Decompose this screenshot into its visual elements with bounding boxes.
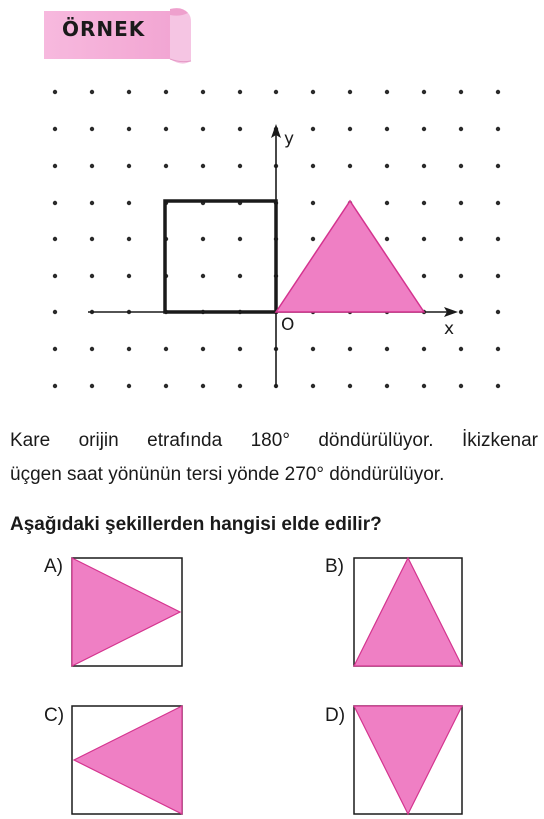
grid-dot bbox=[201, 164, 205, 168]
question-line-1: Kare orijin etrafında 180° döndürülüyor. İkizkenar bbox=[10, 430, 538, 451]
grid-dot bbox=[348, 90, 352, 94]
coordinate-figure bbox=[0, 0, 544, 400]
square-shape bbox=[165, 201, 276, 312]
option-a-label[interactable]: A) bbox=[44, 556, 63, 577]
grid-dot bbox=[422, 164, 426, 168]
grid-dot bbox=[459, 310, 463, 314]
grid-dot bbox=[422, 274, 426, 278]
option-c-label[interactable]: C) bbox=[44, 705, 65, 726]
grid-dot bbox=[348, 347, 352, 351]
grid-dot bbox=[127, 90, 131, 94]
option-a-figure[interactable] bbox=[70, 556, 184, 668]
isosceles-triangle-shape bbox=[276, 201, 424, 312]
grid-dot bbox=[90, 164, 94, 168]
grid-dot bbox=[90, 201, 94, 205]
grid-dot bbox=[311, 384, 315, 388]
grid-dot bbox=[385, 347, 389, 351]
grid-dot bbox=[459, 384, 463, 388]
grid-dot bbox=[238, 347, 242, 351]
grid-dot bbox=[422, 201, 426, 205]
grid-dot bbox=[127, 384, 131, 388]
grid-dot bbox=[385, 237, 389, 241]
grid-dot bbox=[53, 237, 57, 241]
grid-dot bbox=[311, 90, 315, 94]
question-prompt: Aşağıdaki şekillerden hangisi elde edilir? bbox=[10, 514, 382, 535]
grid-dot bbox=[422, 127, 426, 131]
grid-dot bbox=[90, 237, 94, 241]
grid-dot bbox=[53, 384, 57, 388]
grid-dot bbox=[238, 164, 242, 168]
grid-dot bbox=[127, 201, 131, 205]
option-c-figure[interactable] bbox=[70, 704, 184, 816]
grid-dot bbox=[201, 274, 205, 278]
grid-dot bbox=[90, 384, 94, 388]
grid-dot bbox=[459, 237, 463, 241]
grid-dot bbox=[496, 90, 500, 94]
grid-dot bbox=[238, 127, 242, 131]
y-axis-label: y bbox=[284, 129, 295, 149]
grid-dot bbox=[422, 384, 426, 388]
option-b-figure[interactable] bbox=[352, 556, 464, 668]
option-d-figure[interactable] bbox=[352, 704, 464, 816]
grid-dot bbox=[496, 164, 500, 168]
grid-dot bbox=[164, 90, 168, 94]
grid-dot bbox=[127, 274, 131, 278]
option-d-label[interactable]: D) bbox=[325, 705, 346, 726]
grid-dot bbox=[201, 237, 205, 241]
grid-dot bbox=[385, 201, 389, 205]
grid-dot bbox=[459, 90, 463, 94]
grid-dot bbox=[164, 384, 168, 388]
grid-dot bbox=[459, 201, 463, 205]
grid-dot bbox=[274, 90, 278, 94]
grid-dot bbox=[238, 384, 242, 388]
grid-dot bbox=[459, 347, 463, 351]
grid-dot bbox=[238, 237, 242, 241]
grid-dot bbox=[496, 384, 500, 388]
grid-dot bbox=[53, 310, 57, 314]
grid-dot bbox=[127, 347, 131, 351]
question-line-2: üçgen saat yönünün tersi yönde 270° döndürülüyor. bbox=[10, 464, 445, 485]
grid-dot bbox=[496, 274, 500, 278]
grid-dot bbox=[201, 384, 205, 388]
grid-dot bbox=[348, 127, 352, 131]
grid-dot bbox=[422, 237, 426, 241]
grid-dot bbox=[422, 347, 426, 351]
grid-dot bbox=[201, 127, 205, 131]
grid-dot bbox=[385, 164, 389, 168]
grid-dot bbox=[90, 274, 94, 278]
grid-dot bbox=[422, 90, 426, 94]
grid-dot bbox=[53, 274, 57, 278]
grid-dot bbox=[201, 90, 205, 94]
grid-dot bbox=[53, 347, 57, 351]
grid-dot bbox=[496, 237, 500, 241]
grid-dot bbox=[53, 90, 57, 94]
grid-dot bbox=[348, 384, 352, 388]
grid-dot bbox=[53, 164, 57, 168]
grid-dot bbox=[459, 274, 463, 278]
grid-dot bbox=[496, 201, 500, 205]
ornek-label: ÖRNEK bbox=[62, 17, 146, 41]
origin-label: O bbox=[281, 315, 295, 335]
grid-dot bbox=[385, 90, 389, 94]
grid-dot bbox=[90, 347, 94, 351]
grid-dot bbox=[348, 164, 352, 168]
grid-dot bbox=[385, 384, 389, 388]
grid-dot bbox=[201, 347, 205, 351]
grid-dot bbox=[90, 127, 94, 131]
grid-dot bbox=[164, 347, 168, 351]
grid-dot bbox=[496, 127, 500, 131]
grid-dot bbox=[127, 127, 131, 131]
grid-dot bbox=[311, 127, 315, 131]
grid-dot bbox=[238, 274, 242, 278]
grid-dot bbox=[496, 347, 500, 351]
x-axis-label: x bbox=[444, 319, 455, 339]
grid-dot bbox=[311, 347, 315, 351]
grid-dot bbox=[496, 310, 500, 314]
grid-dot bbox=[238, 90, 242, 94]
grid-dot bbox=[53, 127, 57, 131]
grid-dot bbox=[459, 127, 463, 131]
grid-dot bbox=[127, 164, 131, 168]
option-b-label[interactable]: B) bbox=[325, 556, 344, 577]
grid-dot bbox=[127, 237, 131, 241]
grid-dot bbox=[164, 164, 168, 168]
grid-dot bbox=[164, 127, 168, 131]
grid-dot bbox=[311, 164, 315, 168]
grid-dot bbox=[385, 127, 389, 131]
grid-dot bbox=[53, 201, 57, 205]
grid-dot bbox=[459, 164, 463, 168]
grid-dot bbox=[311, 201, 315, 205]
grid-dot bbox=[311, 237, 315, 241]
grid-dot bbox=[90, 90, 94, 94]
